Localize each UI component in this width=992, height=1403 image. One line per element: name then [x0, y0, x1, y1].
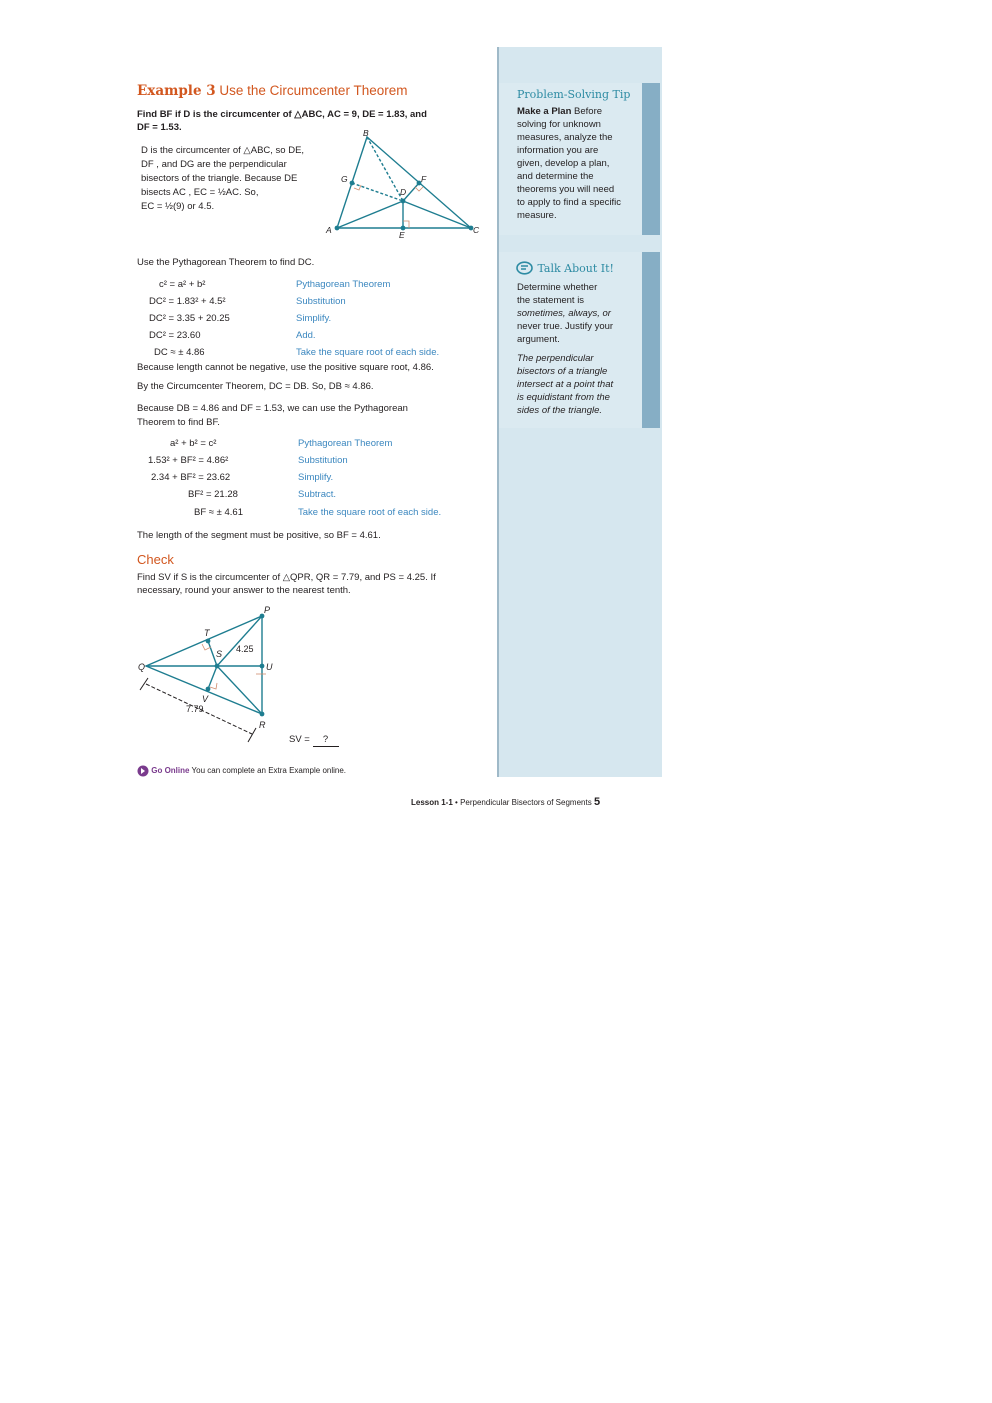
tip-bold: Make a Plan — [517, 106, 572, 117]
check-prompt: Find SV if S is the circumcenter of △QPR, QR = 7.79, and PS = 4.25. If necessary, round your answer to the nearest tenth. — [137, 572, 436, 596]
label-g: G — [341, 174, 348, 184]
talk-text: Determine whether the statement is sometimes, always, or never true. Justify your argument. — [517, 282, 614, 345]
label-s: S — [216, 649, 223, 659]
step2-expr: DC² = 1.83² + 4.5² — [149, 296, 226, 307]
label-r: R — [259, 720, 266, 730]
para-negative: Because length cannot be negative, use the positive square root, 4.86. — [137, 362, 434, 373]
talk-statement: The perpendicular bisectors of a triangle intersect at a point that is equidistant from the sides of the triangle. — [517, 353, 614, 416]
step2-5-reason: Take the square root of each side. — [298, 507, 442, 518]
step2-4-reason: Subtract. — [298, 489, 337, 500]
talk-bubble-icon — [516, 261, 533, 275]
sidebar — [497, 47, 662, 777]
problem-solving-tip-box — [499, 83, 660, 235]
footer-lesson: Lesson 1-1 — [411, 798, 453, 807]
label-p: P — [264, 605, 271, 615]
example-prompt: Find BF if D is the circumcenter of △ABC, AC = 9, DE = 1.83, and DF = 1.53. — [137, 109, 427, 133]
example-label: Example 3 — [137, 83, 216, 99]
sv-answer: SV = ? — [289, 733, 339, 747]
step2-2-expr: 1.53² + BF² = 4.86² — [148, 455, 229, 466]
step2-3-expr: 2.34 + BF² = 23.62 — [151, 472, 231, 483]
para-because: Because DB = 4.86 and DF = 1.53, we can use the Pythagorean Theorem to find BF. — [137, 403, 408, 428]
example-heading — [137, 83, 407, 99]
tip-text: Make a Plan Before solving for unknown measures, analyze the information you are given, develop a plan, and determine the theorems you will need to apply to find a specific measure. — [517, 106, 622, 221]
step2-1-reason: Pythagorean Theorem — [298, 438, 393, 449]
label-b: B — [363, 128, 369, 138]
page-footer — [411, 796, 600, 808]
talk-title: Talk About It! — [537, 262, 614, 275]
label-f: F — [421, 174, 427, 184]
sv-answer-blank[interactable]: ? — [313, 733, 339, 747]
label-4-25: 4.25 — [236, 644, 254, 654]
step1-expr: c² = a² + b² — [159, 279, 206, 290]
check-heading: Check — [137, 552, 174, 567]
step2-2-reason: Substitution — [298, 455, 348, 466]
step2-1-expr: a² + b² = c² — [170, 438, 217, 449]
pythag-intro: Use the Pythagorean Theorem to find DC. — [137, 257, 315, 268]
step4-reason: Add. — [296, 330, 316, 341]
label-v: V — [202, 694, 209, 704]
talk-header — [516, 259, 614, 277]
triangle-qpr-figure — [136, 600, 346, 750]
step5-reason: Take the square root of each side. — [296, 347, 440, 358]
talk-strip — [642, 252, 660, 428]
step5-expr: DC ≈ ± 4.86 — [154, 347, 205, 358]
label-u: U — [266, 662, 273, 672]
label-d: D — [400, 187, 407, 197]
footer-separator: • — [455, 798, 458, 807]
label-q: Q — [138, 662, 146, 672]
label-t: T — [204, 628, 210, 638]
page-number: 5 — [593, 796, 601, 808]
label-a: A — [326, 225, 332, 235]
go-online-icon — [137, 765, 149, 777]
step3-reason: Simplify. — [296, 313, 332, 324]
step2-4-expr: BF² = 21.28 — [188, 489, 238, 500]
example-title: Use the Circumcenter Theorem — [219, 83, 408, 98]
footer-title: Perpendicular Bisectors of Segments — [460, 798, 592, 807]
step1-reason: Pythagorean Theorem — [296, 279, 391, 290]
talk-about-it-box — [499, 252, 660, 428]
label-7-79: 7.79 — [186, 704, 204, 714]
go-online[interactable] — [137, 765, 346, 777]
label-e: E — [399, 230, 405, 240]
step2-reason: Substitution — [296, 296, 346, 307]
example-explanation: D is the circumcenter of △ABC, so DE, DF , and DG are the perpendicular bisectors of the triangle. Because DE bisects AC , EC = ½AC. So, EC = ½(9) or 4.5. — [141, 145, 305, 212]
triangle-abc-figure — [320, 126, 485, 241]
step3-expr: DC² = 3.35 + 20.25 — [149, 313, 230, 324]
tip-strip — [642, 83, 660, 235]
go-online-label[interactable]: Go Online — [151, 766, 190, 776]
go-online-text: You can complete an Extra Example online. — [191, 766, 347, 776]
para-circumcenter: By the Circumcenter Theorem, DC = DB. So, DB ≈ 4.86. — [137, 381, 374, 392]
tip-title: Problem-Solving Tip — [517, 88, 631, 101]
step2-5-expr: BF ≈ ± 4.61 — [194, 507, 243, 518]
step4-expr: DC² = 23.60 — [149, 330, 201, 341]
label-c: C — [473, 225, 480, 235]
triangle-abc — [337, 137, 471, 228]
para-positive: The length of the segment must be positive, so BF = 4.61. — [137, 530, 381, 541]
step2-3-reason: Simplify. — [298, 472, 334, 483]
